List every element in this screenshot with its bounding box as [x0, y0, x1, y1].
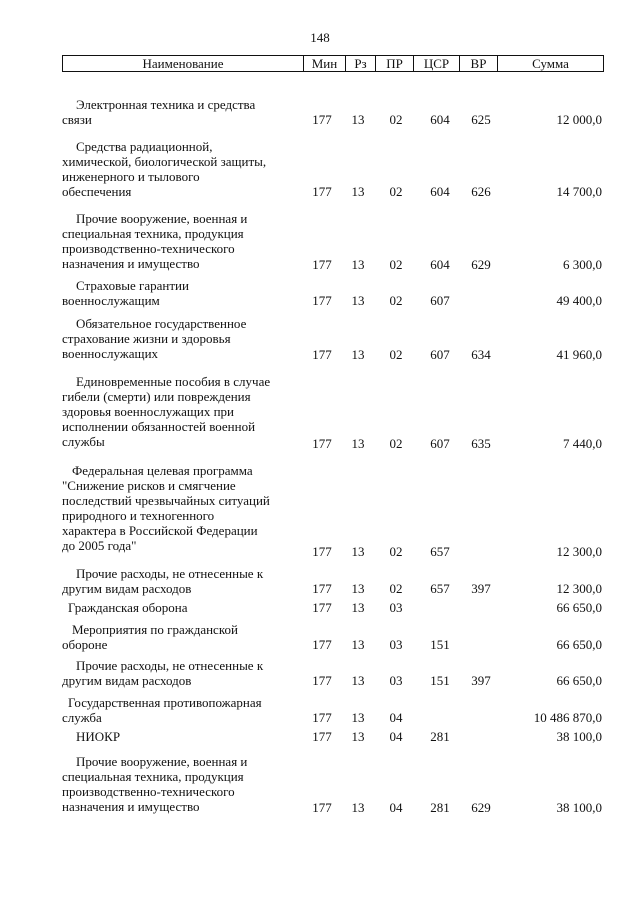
row-name: [62, 97, 302, 127]
cell-rz: 13: [351, 581, 365, 596]
cell-pr: 03: [389, 673, 403, 688]
header-vr: ВР: [459, 56, 497, 71]
cell-sum: 41 960,0: [556, 347, 602, 362]
cell-csr: 281: [430, 800, 450, 815]
cell-vr: 634: [471, 347, 491, 362]
row-name-line: специальная техника, продукция: [62, 769, 244, 784]
cell-pr: 02: [389, 257, 403, 272]
cell-min: 177: [312, 436, 332, 451]
table-row: [0, 566, 640, 596]
row-name-line: производственно-технического: [62, 241, 235, 256]
cell-vr: 635: [471, 436, 491, 451]
row-name-line: гибели (смерти) или повреждения: [62, 389, 251, 404]
row-name: [62, 316, 302, 361]
cell-pr: 02: [389, 112, 403, 127]
table-header: [62, 55, 604, 72]
cell-vr: 397: [471, 581, 491, 596]
cell-pr: 02: [389, 581, 403, 596]
cell-sum: 12 300,0: [556, 544, 602, 559]
cell-csr: 607: [430, 293, 450, 308]
cell-rz: 13: [351, 600, 365, 615]
cell-pr: 03: [389, 600, 403, 615]
cell-sum: 38 100,0: [556, 729, 602, 744]
table-row: [0, 278, 640, 308]
row-name-line: здоровья военнослужащих при: [62, 404, 234, 419]
row-name-line: исполнении обязанностей военной: [62, 419, 256, 434]
cell-sum: 38 100,0: [556, 800, 602, 815]
row-name: [62, 695, 302, 725]
row-name-line: страхование жизни и здоровья: [62, 331, 231, 346]
cell-pr: 04: [389, 710, 403, 725]
row-name-line: Страховые гарантии: [76, 278, 189, 293]
row-name-line: Мероприятия по гражданской: [72, 622, 238, 637]
cell-pr: 02: [389, 184, 403, 199]
cell-rz: 13: [351, 710, 365, 725]
cell-sum: 7 440,0: [563, 436, 602, 451]
cell-min: 177: [312, 293, 332, 308]
cell-rz: 13: [351, 436, 365, 451]
row-name-line: назначения и имущество: [62, 256, 200, 271]
cell-csr: 657: [430, 544, 450, 559]
cell-pr: 04: [389, 729, 403, 744]
row-name-line: военнослужащих: [62, 346, 159, 361]
cell-rz: 13: [351, 544, 365, 559]
cell-sum: 66 650,0: [556, 673, 602, 688]
table-row: [0, 139, 640, 199]
row-name-line: НИОКР: [76, 729, 121, 744]
cell-vr: 625: [471, 112, 491, 127]
row-name-line: инженерного и тылового: [62, 169, 200, 184]
row-name-line: "Снижение рисков и смягчение: [62, 478, 236, 493]
row-name-line: службы: [62, 434, 105, 449]
cell-rz: 13: [351, 257, 365, 272]
row-name: [62, 729, 302, 744]
header-min: Мин: [303, 56, 345, 71]
row-name: [62, 278, 302, 308]
cell-csr: 604: [430, 112, 450, 127]
row-name-line: военнослужащим: [62, 293, 160, 308]
cell-vr: 626: [471, 184, 491, 199]
header-csr: ЦСР: [413, 56, 459, 71]
cell-min: 177: [312, 257, 332, 272]
cell-pr: 03: [389, 637, 403, 652]
cell-csr: 657: [430, 581, 450, 596]
cell-min: 177: [312, 600, 332, 615]
cell-rz: 13: [351, 800, 365, 815]
cell-min: 177: [312, 112, 332, 127]
cell-rz: 13: [351, 347, 365, 362]
row-name-line: химической, биологической защиты,: [62, 154, 267, 169]
cell-rz: 13: [351, 673, 365, 688]
cell-sum: 66 650,0: [556, 637, 602, 652]
row-name-line: Федеральная целевая программа: [72, 463, 253, 478]
cell-min: 177: [312, 184, 332, 199]
table-row: [0, 658, 640, 688]
row-name: [62, 658, 302, 688]
cell-vr: 397: [471, 673, 491, 688]
row-name: [62, 754, 302, 814]
cell-sum: 6 300,0: [563, 257, 602, 272]
row-name-line: Прочие вооружение, военная и: [76, 211, 248, 226]
cell-csr: 151: [430, 637, 450, 652]
row-name-line: другим видам расходов: [62, 581, 192, 596]
row-name-line: Государственная противопожарная: [68, 695, 262, 710]
cell-sum: 12 300,0: [556, 581, 602, 596]
row-name: [62, 600, 302, 615]
row-name: [62, 463, 302, 553]
row-name: [62, 139, 302, 199]
row-name-line: Единовременные пособия в случае: [76, 374, 271, 389]
cell-min: 177: [312, 673, 332, 688]
row-name-line: последствий чрезвычайных ситуаций: [62, 493, 270, 508]
row-name-line: служба: [62, 710, 102, 725]
page-number: 148: [310, 30, 330, 45]
header-name: Наименование: [142, 56, 224, 71]
cell-csr: 281: [430, 729, 450, 744]
cell-csr: 607: [430, 347, 450, 362]
row-name: [62, 374, 302, 449]
cell-min: 177: [312, 800, 332, 815]
cell-pr: 02: [389, 347, 403, 362]
cell-min: 177: [312, 347, 332, 362]
table-row: [0, 600, 640, 615]
cell-rz: 13: [351, 637, 365, 652]
row-name-line: обороне: [62, 637, 108, 652]
cell-pr: 02: [389, 544, 403, 559]
row-name: [62, 622, 302, 652]
row-name-line: назначения и имущество: [62, 799, 200, 814]
cell-csr: 604: [430, 257, 450, 272]
cell-min: 177: [312, 710, 332, 725]
cell-vr: 629: [471, 257, 491, 272]
cell-rz: 13: [351, 184, 365, 199]
cell-sum: 14 700,0: [556, 184, 602, 199]
row-name-line: Прочие расходы, не отнесенные к: [76, 566, 264, 581]
row-name-line: связи: [62, 112, 92, 127]
row-name-line: другим видам расходов: [62, 673, 192, 688]
row-name-line: до 2005 года": [62, 538, 137, 553]
row-name-line: производственно-технического: [62, 784, 235, 799]
table-row: [0, 463, 640, 559]
cell-min: 177: [312, 729, 332, 744]
cell-min: 177: [312, 581, 332, 596]
table-row: [0, 211, 640, 272]
cell-sum: 66 650,0: [556, 600, 602, 615]
cell-rz: 13: [351, 112, 365, 127]
table-row: [0, 729, 640, 744]
row-name: [62, 211, 302, 271]
row-name-line: обеспечения: [62, 184, 132, 199]
header-rz: Рз: [345, 56, 375, 71]
row-name-line: Средства радиационной,: [76, 139, 213, 154]
row-name-line: Электронная техника и средства: [76, 97, 256, 112]
cell-rz: 13: [351, 729, 365, 744]
row-name-line: характера в Российской Федерации: [62, 523, 258, 538]
cell-min: 177: [312, 637, 332, 652]
cell-pr: 04: [389, 800, 403, 815]
header-pr: ПР: [375, 56, 413, 71]
cell-sum: 10 486 870,0: [533, 710, 602, 725]
cell-csr: 604: [430, 184, 450, 199]
cell-sum: 12 000,0: [556, 112, 602, 127]
cell-csr: 607: [430, 436, 450, 451]
row-name-line: Прочие вооружение, военная и: [76, 754, 248, 769]
row-name-line: Обязательное государственное: [76, 316, 247, 331]
row-name-line: Прочие расходы, не отнесенные к: [76, 658, 264, 673]
row-name-line: природного и техногенного: [62, 508, 215, 523]
cell-csr: 151: [430, 673, 450, 688]
cell-pr: 02: [389, 436, 403, 451]
cell-pr: 02: [389, 293, 403, 308]
header-sum: Сумма: [497, 56, 603, 71]
row-name: [62, 566, 302, 596]
table-row: [0, 754, 640, 815]
cell-min: 177: [312, 544, 332, 559]
row-name-line: специальная техника, продукция: [62, 226, 244, 241]
cell-rz: 13: [351, 293, 365, 308]
table-row: [0, 695, 640, 725]
table-row: [0, 97, 640, 127]
cell-vr: 629: [471, 800, 491, 815]
table-row: [0, 374, 640, 451]
row-name-line: Гражданская оборона: [68, 600, 188, 615]
table-row: [0, 316, 640, 362]
table-row: [0, 622, 640, 652]
cell-sum: 49 400,0: [556, 293, 602, 308]
